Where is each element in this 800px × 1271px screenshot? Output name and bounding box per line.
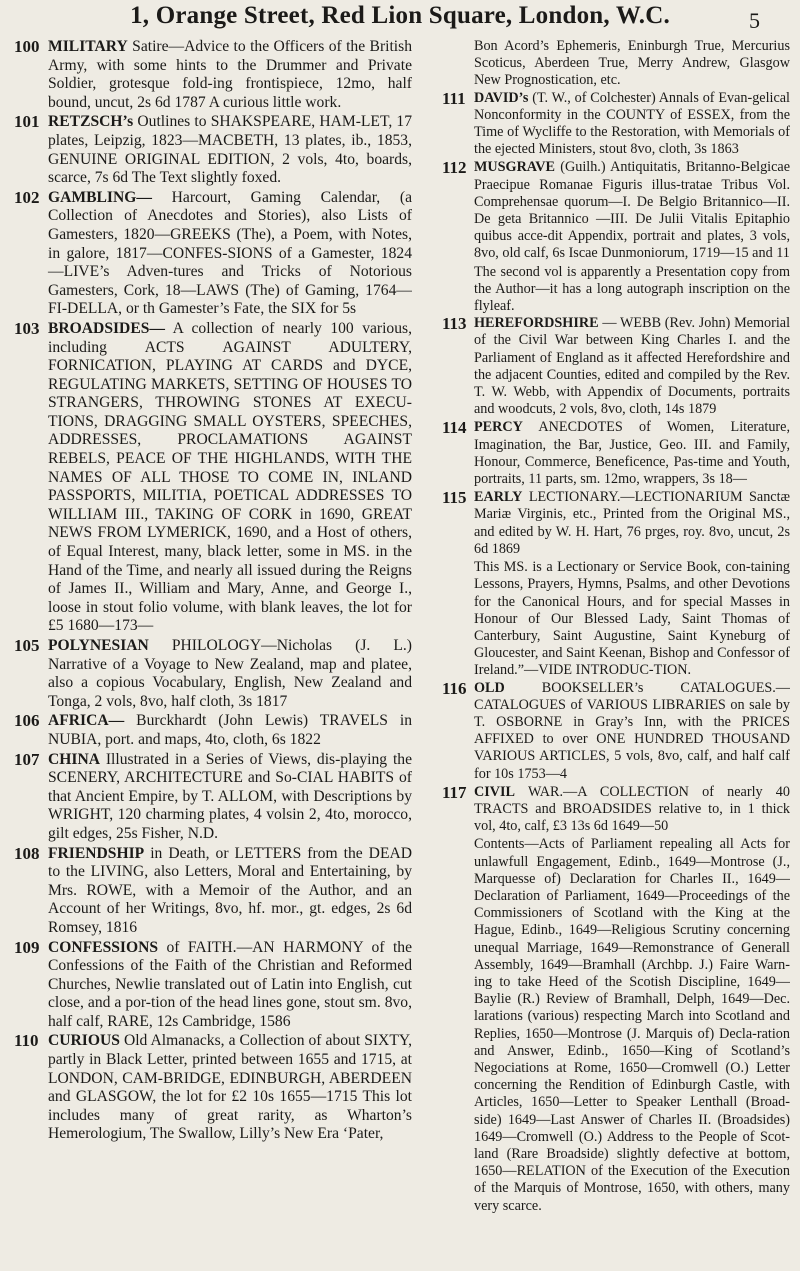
lot-number: 107 <box>14 749 40 769</box>
address-line: 1, Orange Street, Red Lion Square, London, W.C. <box>130 2 670 29</box>
lot-text: A collection of nearly 100 various, including ACTS AGAINST ADULTERY, FORNICATION, PLAYING AT CARDS and DYCE, REGULATING MARKETS, SETTING OF HOUSES TO STRANGERS, THROWING STONES AT EXECU-TIONS, DRAGGING SMALL OYSTERS, SPEECHES, ADDRESSES, PROCLAMATIONS AGAINST REBELS, PEACE OF THE HIGHLANDS, WITH THE NAMES OF ALL THOSE TO COME IN, INLAND PASSPORTS, MILITIA, POETICAL ADDRESSES TO WILLIAM III., TAKING OF CORK in 1690, GREAT NEWS FROM LYMERICK, 1690, and a Host of others, of Equal Interest, many, black letter, some in MS. in the Hand of the Time, and nearly all issued during the Reigns of James II., William and Mary, Anne, and George I., loose in stout folio volume, with blank leaves, the lot for £5 1680—173— <box>48 319 412 635</box>
page-header <box>0 0 800 40</box>
lot-text: Harcourt, Gaming Calendar, (a Collection of Anecdotes and Stories), also Lists of Gamesters, 1820—GREEKS (The), a Poem, with Notes, in galore, 1817—CONFES-SIONS of a Gamester, 1824—LIVE’s Adven-tures and Tricks of Notorious Gamesters, Cork, 18—LAWS (The) of Gaming, 1764—FI-DELLA, or th Gamester’s Fate, the SIX for 5s <box>48 188 412 318</box>
lot-entry <box>14 189 412 319</box>
lot-text: of FAITH.—AN HARMONY of the Confessions of the Faith of the Christian and Reformed Churches, Newlie translated out of Latin into English, cut close, and a por-tion of the head lines gone, stout sm. 8vo, half calf, RARE, 12s Cambridge, 1586 <box>48 938 412 1030</box>
lot-description <box>474 489 790 558</box>
lot-description <box>474 680 790 783</box>
lot-text: Satire—Advice to the Officers of the British Army, with some hints to the Drummer and Private Soldier, grotesque fold-ing frontispiece, 12mo, half bound, uncut, 2s 6d 1787 A curious little work. <box>48 38 412 111</box>
lot-text: (Guilh.) Antiquitatis, Britanno-Belgicae Praecipue Romanae Figuris illus-tratae Tribus Vol. Comprehensae quorum—I. De Belgio Britannico—II. De geta Britannico —III. De Julii Vitalis Epitaphio quibus acce-dit Appendix, portrait and plates, 3 vols, 8vo, old calf, 6s Iscae Dunmoniorum, 1719—15 and 11 <box>474 159 790 262</box>
lot-entry <box>14 712 412 749</box>
lot-text: in Death, or LETTERS from the DEAD to the LIVING, also Letters, Moral and Entertaining, by Mrs. ROWE, with a Memoir of the Author, and an Account of her Writings, 8vo, hf. mor., gt. edges, 2s 6d Romsey, 1816 <box>48 844 412 936</box>
lot-number: 109 <box>14 937 40 957</box>
lot-heading: CURIOUS <box>48 1032 120 1050</box>
lot-heading: AFRICA— <box>48 712 125 730</box>
page-number: 5 <box>749 8 760 33</box>
lot-description <box>48 113 412 187</box>
lot-note: Bon Acord’s Ephemeris, Eninburgh True, Mercurius Scoticus, Aberdeen True, Merry Andrew, Glasgow New Prognostication, etc. <box>474 38 790 89</box>
lot-heading: MUSGRAVE <box>474 159 555 176</box>
lot-heading: CONFESSIONS <box>48 938 159 956</box>
lot-number: 112 <box>442 158 467 178</box>
lot-description <box>48 189 412 319</box>
right-column <box>442 38 790 1215</box>
lot-description <box>474 784 790 836</box>
lot-entry <box>14 113 412 187</box>
lot-entry <box>14 845 412 938</box>
left-column <box>14 38 412 1145</box>
lot-number: 117 <box>442 782 467 802</box>
lot-entry <box>442 784 790 836</box>
lot-text: Burckhardt (John Lewis) TRAVELS in NUBIA, port. and maps, 4to, cloth, 6s 1822 <box>48 712 412 748</box>
lot-number: 114 <box>442 418 467 438</box>
lot-number: 101 <box>14 112 40 132</box>
lot-description <box>474 419 790 488</box>
lot-note: The second vol is apparently a Presentation copy from the Author—it has a long autograph inscription on the flyleaf. <box>474 263 790 315</box>
lot-text: Old Almanacks, a Collection of about SIXTY, partly in Black Letter, printed between 1655 and 1715, at LONDON, CAM-BRIDGE, EDINBURGH, ABERDEEN and GLASGOW, the lot for £2 10s 1655—1715 This lot includes many of great rarity, as Wharton’s Hemerologium, The Swallow, Lilly’s New Era ‘Pater, <box>48 1032 412 1143</box>
lot-number: 102 <box>14 187 40 207</box>
lot-note: Contents—Acts of Parliament repealing all Acts for unlawfull Engagement, Edinb., 1649—Montrose (J., Marquesse of) Declaration for Charles II., 1649—Declaration of Parliament, 1649—Proceedings of the Commissioners of Scotland with the King at the Hague, Edinb., 1649—Religious Scrutiny concerning unequal Marriage, 1649—Remonstrance of Generall Assembly, 1649—Bramhall (Archbp. J.) Faire Warn-ing to take Heed of the Scotish Discipline, 1649—Baylie (R.) Review of Bramhall, Delph, 1649—Dec. larations (various) respecting March into Scotland and Replies, 1650—Montrose (J. Marquis of) Decla-ration and Answer, Edinb., 1650—King of Scotland’s Negociations at Rome, 1650—Cromwell (O.) Letter concerning the Rendition of Edinburgh Castle, with Articles, 1650—Letter to Speaker Lenthall (Broad-side) 1649—Last Answer of Charles II. (Broadsides) 1649—Cromwell (O.) Address to the People of Scot-land (Rare Broadside) slightly defective at bottom, 1650—RELATION of the Execution of the Execution of the Marquis of Montrose, 1650, with others, many very scarce. <box>474 836 790 1214</box>
lot-number: 100 <box>14 38 40 56</box>
lot-heading: CIVIL <box>474 783 515 800</box>
lot-description <box>474 159 790 262</box>
lot-number: 106 <box>14 711 40 731</box>
lot-heading: OLD <box>474 679 505 696</box>
lot-entry <box>442 315 790 418</box>
lot-heading: FRIENDSHIP <box>48 844 145 862</box>
lot-text: PHILOLOGY—Nicholas (J. L.) Narrative of a Voyage to New Zealand, map and platee, also a copious Vocabulary, English, New Zealand and Tonga, 2 vols, 8vo, half cloth, 3s 1817 <box>48 637 412 710</box>
lot-heading: DAVID’s <box>474 89 529 106</box>
lot-heading: CHINA <box>48 750 100 768</box>
lot-entry <box>14 637 412 711</box>
lot-description <box>48 1032 412 1144</box>
lot-text: (T. W., of Colchester) Annals of Evan-gelical Nonconformity in the COUNTY of ESSEX, from the Time of Wycliffe to the Restoration, with Memorials of the ejected Ministers, stout 8vo, cloth, 3s 1863 <box>474 89 790 158</box>
lot-number: 108 <box>14 843 40 863</box>
lot-heading: PERCY <box>474 419 523 436</box>
lot-description <box>48 712 412 749</box>
lot-description <box>474 90 790 159</box>
lot-description <box>48 320 412 636</box>
lot-number: 103 <box>14 318 40 338</box>
lot-description <box>48 38 412 112</box>
lot-heading: RETZSCH’s <box>48 113 134 131</box>
lot-number: 105 <box>14 636 40 655</box>
lot-text: LECTIONARY.—LECTIONARIUM Sanctæ Mariæ Virginis, etc., Printed from the Original MS., and edited by W. H. Hart, 76 prges, roy. 8vo, uncut, 2s 6d 1869 <box>474 489 790 557</box>
lot-entry <box>14 1032 412 1144</box>
lot-heading: POLYNESIAN <box>48 637 149 654</box>
lot-entry <box>442 159 790 262</box>
lot-heading: HEREFORDSHIRE <box>474 315 599 332</box>
lot-description <box>48 637 412 711</box>
lot-heading: GAMBLING— <box>48 188 152 206</box>
lot-entry <box>442 419 790 488</box>
lot-number: 116 <box>442 678 467 698</box>
lot-number: 110 <box>14 1031 39 1051</box>
lot-heading: EARLY <box>474 489 523 506</box>
lot-note: This MS. is a Lectionary or Service Book, con-taining Lessons, Prayers, Hymns, Psalms, and other Devotions for the Canonical Hours, and for special Masses in Honour of Our Blessed Lady, Saint Thomas of Canterbury, Saint Augustine, Saint Kyneburg of Gloucester, and Saint Keenan, Bishop and Confessor of Ireland.”—VIDE INTRODUC-TION. <box>474 559 790 679</box>
lot-description <box>474 315 790 418</box>
lot-number: 115 <box>442 488 467 508</box>
lot-entry <box>442 90 790 159</box>
lot-heading: BROADSIDES— <box>48 319 165 337</box>
lot-number: 111 <box>442 88 466 108</box>
lot-description <box>48 939 412 1032</box>
lot-description <box>48 751 412 844</box>
lot-text: — WEBB (Rev. John) Memorial of the Civil War between King Charles I. and the Parliament of England as it affected Herefordshire and the adjacent Counties, edited and compiled by the Rev. T. W. Webb, with Appendix of Documents, portraits and woodcuts, 2 vols, 8vo, cloth, 14s 1879 <box>474 315 790 418</box>
lot-entry <box>14 320 412 636</box>
lot-text: Illustrated in a Series of Views, dis-playing the SCENERY, ARCHITECTURE and So-CIAL HABITS of that Ancient Empire, by T. ALLOM, with Descriptions by WRIGHT, 120 charming plates, 4 volsin 2, 4to, morocco, gilt edges, 25s Fisher, N.D. <box>48 750 412 842</box>
lot-text: ANECDOTES of Women, Literature, Imagination, the Bar, Justice, Geo. III. and Family, Honour, Commerce, Beneficence, Pas-time and Youth, portraits, 11 parts, sm. 12mo, wrappers, 3s 18— <box>474 419 790 488</box>
lot-description <box>48 845 412 938</box>
lot-heading: MILITARY <box>48 38 128 55</box>
lot-text: WAR.—A COLLECTION of nearly 40 TRACTS and BROADSIDES relative to, in 1 thick vol, 4to, calf, £3 13s 6d 1649—50 <box>474 783 790 835</box>
lot-entry <box>442 489 790 558</box>
lot-entry <box>14 38 412 112</box>
lot-entry <box>14 751 412 844</box>
lot-number: 113 <box>442 314 467 334</box>
lot-entry <box>14 939 412 1032</box>
lot-entry <box>442 680 790 783</box>
lot-text: BOOKSELLER’s CATALOGUES.—CATALOGUES of VARIOUS LIBRARIES on sale by T. OSBORNE in Gray’s Inn, with the PRICES AFFIXED to over ONE HUNDRED THOUSAND VARIOUS ARTICLES, 5 vols, 8vo, calf, and half calf for 10s 1753—4 <box>474 679 790 782</box>
lot-text: Outlines to SHAKSPEARE, HAM-LET, 17 plates, Leipzig, 1823—MACBETH, 13 plates, ib., 1853, GENUINE ORIGINAL EDITION, 2 vols, 4to, boards, scarce, 7s 6d The Text slightly foxed. <box>48 113 412 187</box>
